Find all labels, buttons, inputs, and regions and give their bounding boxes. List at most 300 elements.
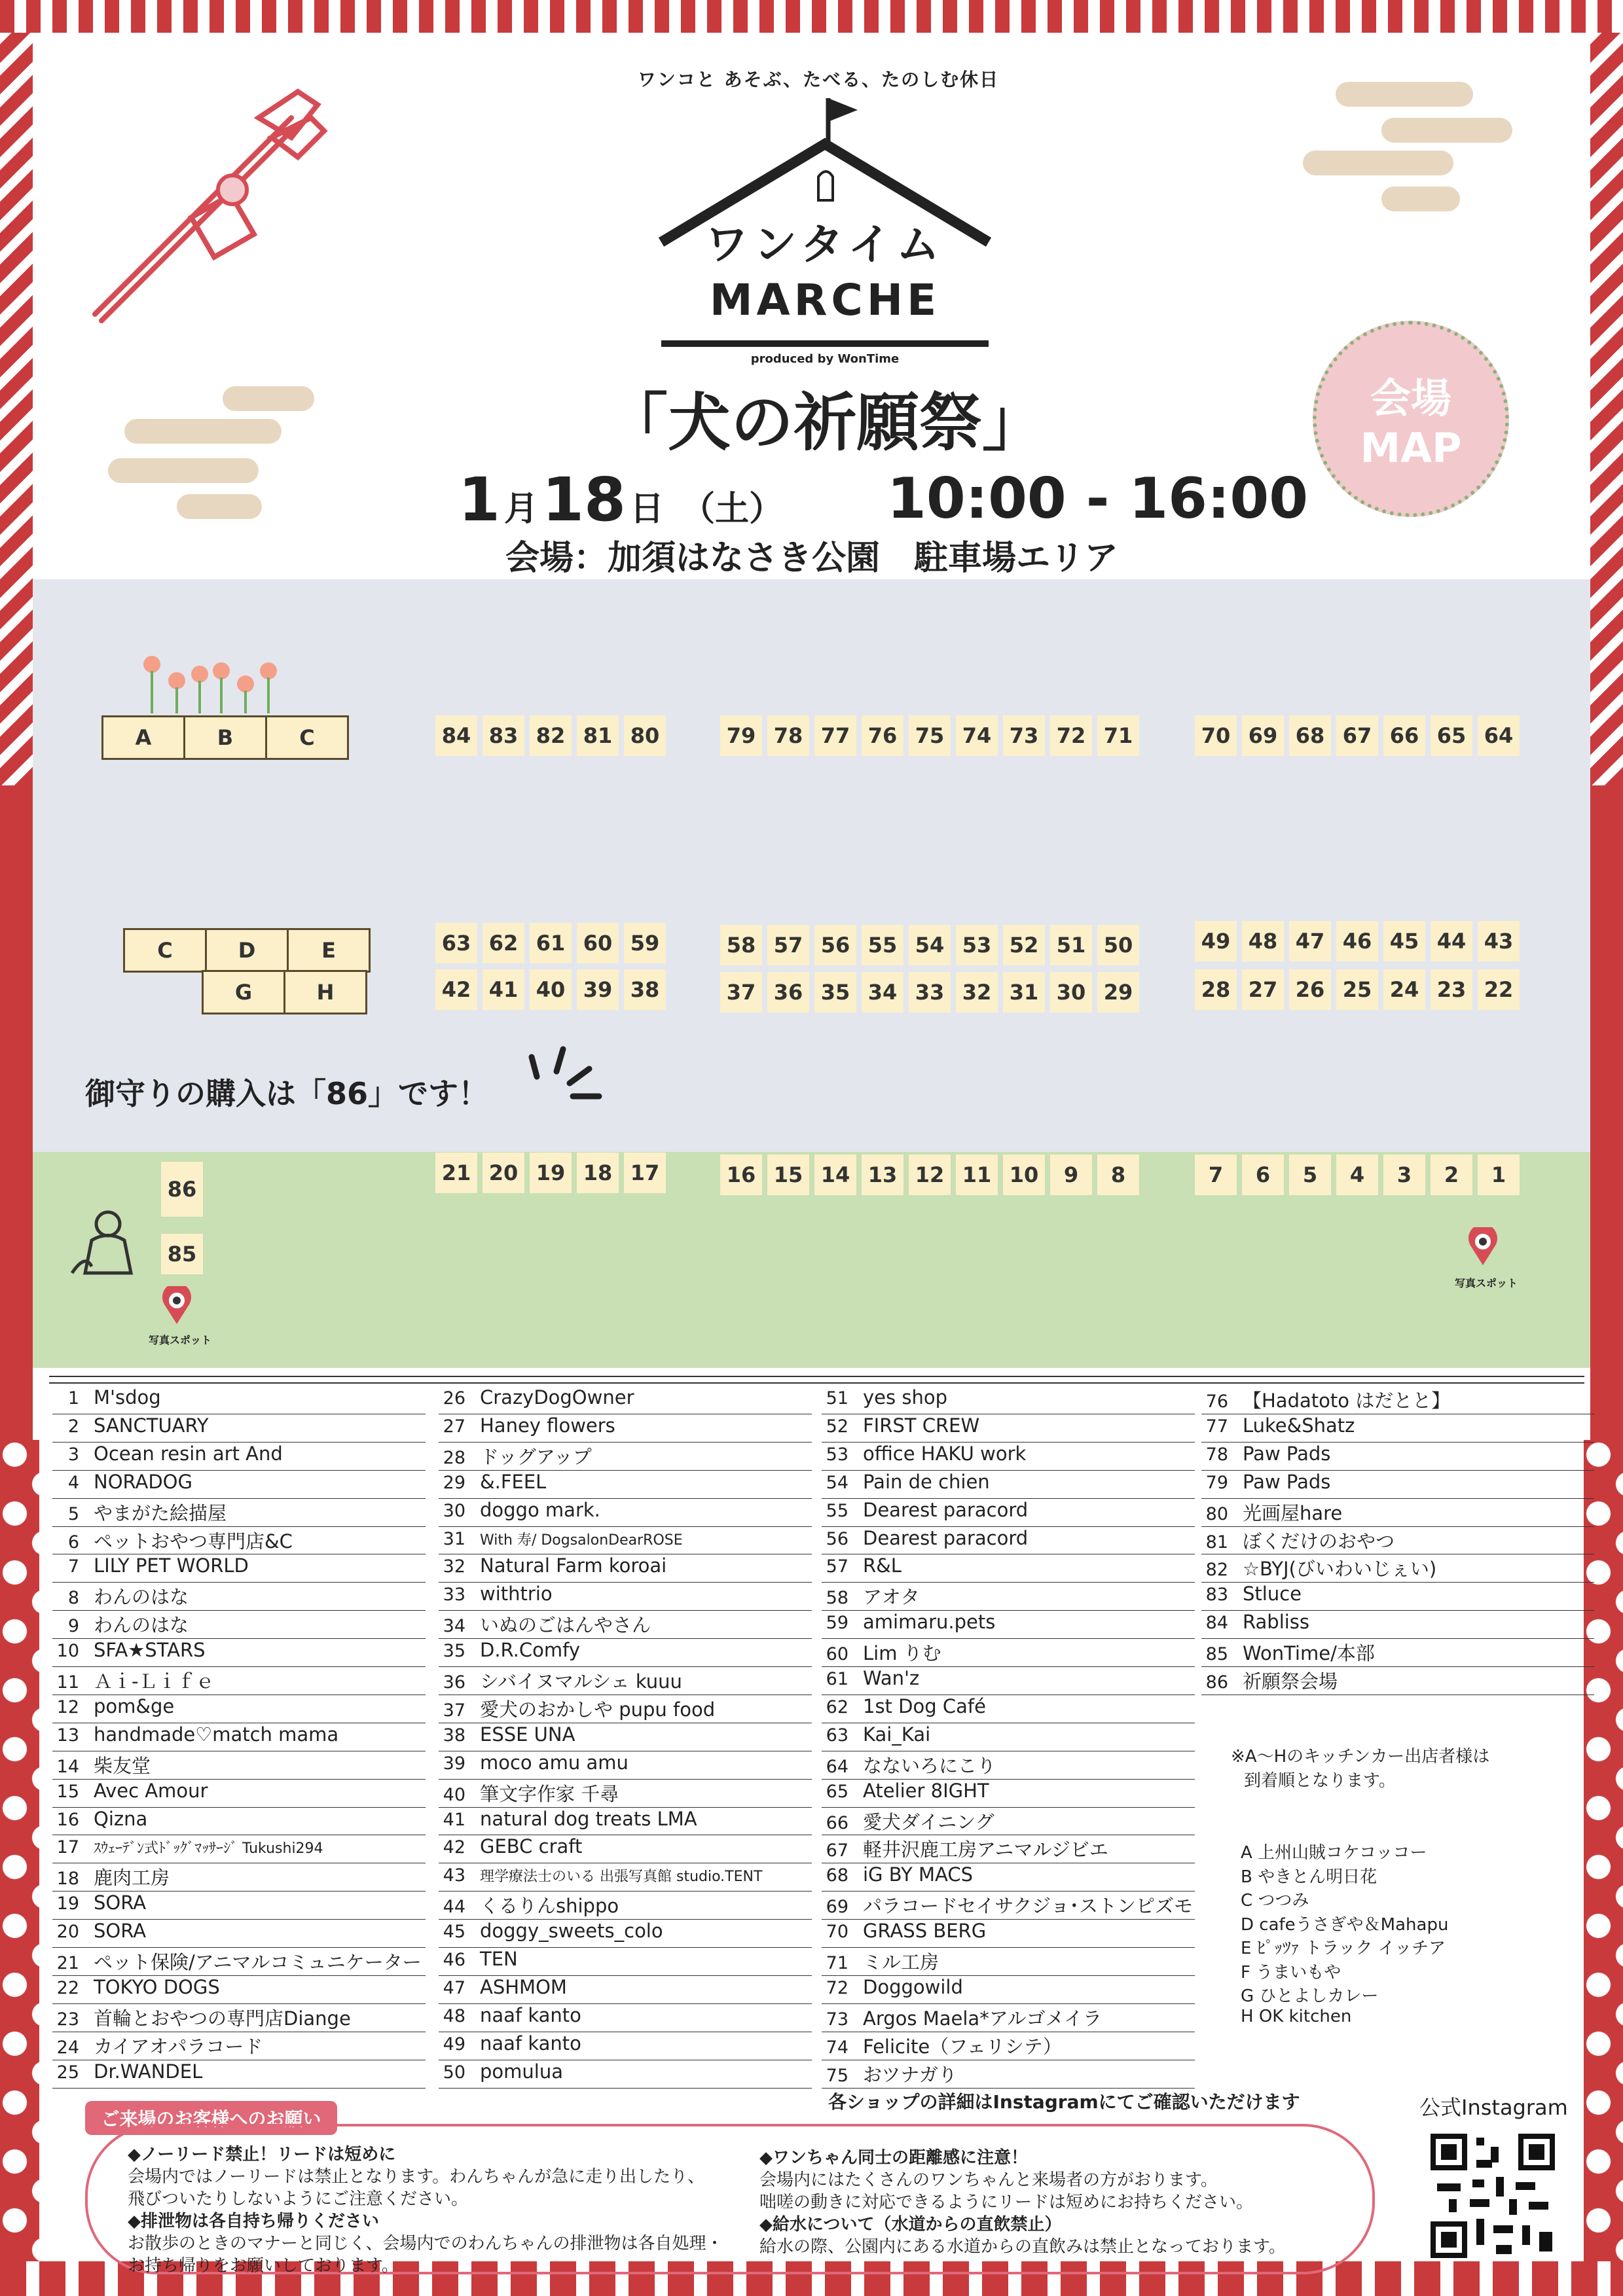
stall-24[interactable]: 24 [1383,969,1425,1010]
shop-name: カイアオパラコード [94,2035,263,2058]
shop-name: Stluce [1243,1583,1302,1605]
shop-row-39 [429,1751,629,1774]
shop-row-37 [429,1695,715,1722]
stall-15[interactable]: 15 [767,1155,809,1195]
stall-86[interactable]: 86 [161,1162,203,1217]
stall-76[interactable]: 76 [862,715,903,756]
shop-row-60 [812,1639,941,1666]
details-note: 各ショップの詳細はInstagramにてご確認いただけます [828,2091,1300,2113]
stall-5[interactable]: 5 [1289,1155,1331,1195]
badge-line1: 会場 [1370,374,1451,422]
notice-right [759,2147,1286,2258]
kitchen-stall-H[interactable]: H [283,970,367,1014]
shop-number: 63 [826,1725,848,1746]
stall-71[interactable]: 71 [1097,715,1139,756]
shop-row-82 [1192,1554,1436,1581]
shop-name: 軽井沢鹿工房アニマルジビエ [863,1839,1108,1861]
shop-row-35 [429,1639,580,1661]
shop-number: 44 [443,1897,465,1918]
logo-main: ワンタイム [704,219,945,270]
shop-number: 26 [443,1388,465,1408]
shop-row-75 [812,2060,957,2087]
shop-row-71 [812,1948,939,1975]
kitchen-stall-G[interactable]: G [202,970,285,1014]
stall-35[interactable]: 35 [814,972,856,1013]
stall-80[interactable]: 80 [624,715,666,756]
shop-row-16 [43,1808,147,1830]
shop-name: 【Hadatoto はだとと】 [1243,1390,1451,1412]
shop-row-65 [812,1780,989,1802]
shop-number: 42 [443,1837,465,1858]
stall-40[interactable]: 40 [530,969,572,1010]
stall-50[interactable]: 50 [1097,925,1139,965]
stall-82[interactable]: 82 [530,715,572,756]
kitchen-stall-C[interactable]: C [265,715,349,760]
shop-name: Ａｉ-Ｌｉｆｅ [94,1670,215,1693]
kitchen-stall-E[interactable]: E [287,928,371,973]
stall-33[interactable]: 33 [909,972,951,1013]
stall-30[interactable]: 30 [1050,972,1092,1013]
stall-41[interactable]: 41 [483,969,524,1010]
stall-18[interactable]: 18 [577,1153,619,1193]
shop-number: 81 [1205,1532,1228,1552]
stall-12[interactable]: 12 [909,1155,951,1195]
shop-number: 68 [826,1865,848,1886]
shop-row-70 [812,1920,986,1942]
shop-row-49 [429,2032,581,2054]
shop-row-52 [812,1414,979,1437]
shop-row-56 [812,1527,1028,1549]
stall-57[interactable]: 57 [767,925,809,965]
shop-row-19 [43,1892,146,1914]
shop-row-79 [1192,1471,1330,1493]
shop-number: 50 [443,2062,465,2083]
shop-number: 32 [443,1556,465,1577]
stall-39[interactable]: 39 [577,969,619,1010]
shop-name: WonTime/本部 [1243,1642,1375,1665]
stall-34[interactable]: 34 [862,972,903,1013]
shop-name: 首輪とおやつの専門店Diange [94,2007,351,2030]
shop-number: 76 [1205,1391,1228,1412]
stall-1[interactable]: 1 [1478,1155,1520,1195]
shop-number: 15 [56,1781,79,1802]
shop-number: 14 [56,1756,79,1777]
shop-name: With 寿/ DogsalonDearROSE [480,1532,683,1549]
shop-name: GEBC craft [480,1835,583,1858]
shop-name: パラコードセイサクジョ･ストンピズモ [863,1895,1194,1918]
stall-13[interactable]: 13 [862,1155,903,1195]
shop-row-50 [429,2060,563,2083]
shop-row-44 [429,1892,619,1918]
shop-name: ぼくだけのおやつ [1243,1530,1395,1552]
shop-row-32 [429,1554,666,1577]
stall-58[interactable]: 58 [720,925,762,965]
stall-81[interactable]: 81 [577,715,619,756]
shop-name: Haney flowers [480,1414,615,1437]
stall-21[interactable]: 21 [435,1153,477,1193]
cloud-decoration [223,386,314,411]
shop-name: withtrio [480,1583,553,1605]
shop-row-62 [812,1695,986,1717]
stall-68[interactable]: 68 [1289,715,1331,756]
shop-row-30 [429,1499,600,1521]
stall-31[interactable]: 31 [1003,972,1045,1013]
kitchen-car-G: G ひとよしカレー [1241,1986,1379,2006]
stall-44[interactable]: 44 [1431,921,1472,961]
shop-number: 18 [56,1869,79,1890]
shop-row-69 [812,1892,1193,1918]
stall-85[interactable]: 85 [161,1234,203,1274]
shop-row-53 [812,1443,1026,1465]
shop-name: pom&ge [94,1695,175,1717]
shop-row-1 [43,1386,161,1408]
shop-number: 36 [443,1672,465,1693]
shop-row-4 [43,1471,192,1493]
omamori-note: 御守りの購入は「86」です！ [85,1076,489,1111]
flower-decoration-icon [137,648,288,713]
stall-28[interactable]: 28 [1195,969,1237,1010]
shop-name: ｽｳｪｰﾃﾞﾝ式ﾄﾞｯｸﾞﾏｯｻｰｼﾞ Tukushi294 [94,1840,323,1857]
shop-name: M'sdog [94,1386,161,1408]
shop-row-73 [812,2004,1102,2031]
shop-name: ESSE UNA [480,1723,575,1746]
notice-left-t2b: お持ち帰りをお願いしております。 [128,2256,399,2276]
shop-row-63 [812,1723,930,1746]
shop-name: TEN [480,1948,518,1970]
stall-42[interactable]: 42 [435,969,477,1010]
shop-name: yes shop [863,1386,947,1408]
shop-name: SFA★STARS [94,1639,206,1662]
date-day: 18 [542,465,627,535]
stall-23[interactable]: 23 [1431,969,1472,1010]
stall-60[interactable]: 60 [577,923,619,963]
stall-51[interactable]: 51 [1050,925,1092,965]
shop-name: Avec Amour [94,1779,208,1802]
shop-number: 73 [826,2009,848,2030]
kitchen-note-2: 到着順となります。 [1244,1771,1396,1791]
shop-row-8 [43,1583,189,1609]
shop-number: 46 [443,1950,465,1970]
stall-77[interactable]: 77 [814,715,856,756]
shop-name: Wan'z [863,1667,920,1689]
stall-64[interactable]: 64 [1478,715,1520,756]
venue-map-badge [1313,321,1509,517]
stall-83[interactable]: 83 [483,715,524,756]
shop-number: 29 [443,1472,465,1493]
shop-name: おツナガり [863,2063,957,2086]
stall-59[interactable]: 59 [624,923,666,963]
photo-spot-label-right: 写真スポット [1454,1277,1518,1289]
shop-number: 52 [826,1416,848,1437]
stall-8[interactable]: 8 [1097,1155,1139,1195]
stall-55[interactable]: 55 [862,925,903,965]
shop-number: 66 [826,1812,848,1833]
row-divider [439,2088,812,2089]
shop-number: 19 [56,1893,79,1914]
shop-name: SANCTUARY [94,1414,209,1437]
stall-65[interactable]: 65 [1431,715,1472,756]
stall-45[interactable]: 45 [1383,921,1425,961]
shop-name: ミル工房 [863,1951,939,1973]
shop-number: 9 [67,1616,79,1637]
kitchen-stall-C[interactable]: C [123,928,207,973]
shop-row-41 [429,1808,697,1830]
shop-number: 3 [67,1444,79,1465]
stall-22[interactable]: 22 [1478,969,1520,1010]
stall-79[interactable]: 79 [720,715,762,756]
shop-number: 45 [443,1922,465,1943]
shop-row-58 [812,1583,920,1609]
stall-6[interactable]: 6 [1242,1155,1284,1195]
shop-row-54 [812,1471,990,1493]
stall-74[interactable]: 74 [956,715,998,756]
shop-name: Kai_Kai [863,1723,931,1746]
stall-69[interactable]: 69 [1242,715,1284,756]
shop-name: やまがた絵描屋 [94,1501,227,1524]
stall-27[interactable]: 27 [1242,969,1284,1010]
shop-row-20 [43,1920,146,1942]
stall-61[interactable]: 61 [530,923,572,963]
shop-name: moco amu amu [480,1751,629,1774]
shop-number: 62 [826,1696,848,1717]
shop-name: わんのはな [94,1586,189,1609]
event-time: 10:00 - 16:00 [887,466,1309,531]
kitchen-car-A: A 上州山賊コケコッコー [1241,1843,1427,1863]
shop-row-74 [812,2032,1062,2059]
stall-78[interactable]: 78 [767,715,809,756]
shop-row-85 [1192,1639,1375,1666]
stall-19[interactable]: 19 [530,1153,572,1193]
shop-row-80 [1192,1499,1342,1526]
kitchen-car-C: C つつみ [1241,1891,1309,1910]
shop-name: ドッグアップ [480,1445,592,1468]
date-month: 1 [458,465,501,535]
shop-name: 1st Dog Café [863,1695,986,1717]
shop-name: 祈願祭会場 [1243,1670,1338,1693]
shop-name: Dearest paracord [863,1498,1029,1521]
kitchen-car-H: H OK kitchen [1241,2006,1352,2026]
list-top-rule [49,1376,1584,1377]
shop-number: 13 [56,1725,79,1746]
stall-63[interactable]: 63 [435,923,477,963]
shop-row-61 [812,1667,919,1689]
shop-name: 柴友堂 [94,1754,151,1777]
shop-row-29 [429,1471,546,1493]
shop-number: 71 [826,1953,848,1973]
stall-25[interactable]: 25 [1336,969,1378,1010]
shop-name: pomulua [480,2060,563,2083]
stall-17[interactable]: 17 [624,1153,666,1193]
stall-4[interactable]: 4 [1336,1155,1378,1195]
shop-number: 21 [56,1953,79,1973]
shop-row-15 [43,1780,208,1802]
stall-37[interactable]: 37 [720,972,762,1013]
stall-62[interactable]: 62 [483,923,524,963]
shop-number: 67 [826,1840,848,1861]
stall-26[interactable]: 26 [1289,969,1331,1010]
kitchen-stall-D[interactable]: D [205,928,289,973]
shop-row-59 [812,1611,995,1633]
shop-number: 35 [443,1641,465,1662]
shop-number: 61 [826,1669,848,1689]
stall-11[interactable]: 11 [956,1155,998,1195]
shop-number: 78 [1205,1444,1228,1465]
kitchen-car-F: F うまいもや [1241,1962,1341,1982]
shop-number: 47 [443,1977,465,1998]
shop-number: 82 [1205,1560,1228,1581]
stall-49[interactable]: 49 [1195,921,1237,961]
stall-67[interactable]: 67 [1336,715,1378,756]
notice-left-h2: ◆排泄物は各自持ち帰りください [128,2212,379,2231]
shop-name: Lim りむ [863,1642,941,1665]
shop-name: 鹿肉工房 [94,1867,170,1890]
kitchen-car-B: B やきとん明日花 [1241,1867,1377,1887]
stall-48[interactable]: 48 [1242,921,1284,961]
shop-name: natural dog treats LMA [480,1807,697,1830]
shop-number: 84 [1205,1613,1228,1634]
stall-14[interactable]: 14 [814,1155,856,1195]
shop-name: SORA [94,1920,147,1943]
shop-number: 60 [826,1644,848,1665]
shop-number: 57 [826,1556,848,1577]
stall-72[interactable]: 72 [1050,715,1092,756]
notice-left [128,2144,723,2277]
stall-38[interactable]: 38 [624,969,666,1010]
stall-43[interactable]: 43 [1478,921,1520,961]
instagram-qr-code[interactable] [1431,2134,1555,2258]
shop-row-83 [1192,1583,1302,1605]
stall-66[interactable]: 66 [1383,715,1425,756]
shop-row-36 [429,1667,682,1694]
event-title: 「犬の祈願祭」 [605,386,1045,459]
stall-52[interactable]: 52 [1003,925,1045,965]
badge-line2: MAP [1360,424,1462,472]
shop-row-34 [429,1611,651,1638]
shop-number: 58 [826,1588,848,1609]
shop-number: 8 [67,1588,79,1609]
shop-name: シバイヌマルシェ kuuu [480,1670,682,1693]
stall-32[interactable]: 32 [956,972,998,1013]
shop-number: 55 [826,1500,848,1521]
shop-number: 24 [56,2037,79,2058]
shop-name: 筆文字作家 千尋 [480,1782,619,1805]
stall-47[interactable]: 47 [1289,921,1331,961]
shop-row-55 [812,1499,1028,1521]
shop-row-47 [429,1976,567,1998]
stall-36[interactable]: 36 [767,972,809,1013]
shop-row-72 [812,1976,963,1998]
stall-3[interactable]: 3 [1383,1155,1425,1195]
stall-16[interactable]: 16 [720,1155,762,1195]
stall-7[interactable]: 7 [1195,1155,1237,1195]
left-bottom-pattern [0,1440,39,2296]
shop-name: D.R.Comfy [480,1639,580,1662]
stall-10[interactable]: 10 [1003,1155,1045,1195]
shop-row-10 [43,1639,206,1661]
shop-number: 56 [826,1528,848,1549]
shop-number: 5 [67,1503,79,1524]
shop-number: 79 [1205,1472,1228,1493]
shop-number: 85 [1205,1644,1228,1665]
date-weekday: （土） [681,490,784,529]
shop-row-51 [812,1386,947,1408]
stall-70[interactable]: 70 [1195,715,1237,756]
stall-54[interactable]: 54 [909,925,951,965]
shop-number: 48 [443,2005,465,2026]
shop-row-33 [429,1583,553,1605]
stall-56[interactable]: 56 [814,925,856,965]
shop-row-9 [43,1611,189,1638]
shop-number: 72 [826,1977,848,1998]
stall-84[interactable]: 84 [435,715,477,756]
shop-name: CrazyDogOwner [480,1386,634,1408]
shop-row-67 [812,1835,1108,1862]
stall-9[interactable]: 9 [1050,1155,1092,1195]
shop-row-40 [429,1780,619,1806]
shop-name: SORA [94,1892,147,1914]
shop-number: 86 [1205,1672,1228,1693]
stall-73[interactable]: 73 [1003,715,1045,756]
stall-29[interactable]: 29 [1097,972,1139,1013]
shop-number: 1 [67,1388,79,1408]
stall-75[interactable]: 75 [909,715,951,756]
shop-row-2 [43,1414,209,1437]
shop-row-6 [43,1527,293,1554]
shop-name: ペット保険/アニマルコミュニケーター [94,1951,422,1973]
notice-right-t1a: 会場内にはたくさんのワンちゃんと来場者の方がおります。 [759,2170,1218,2190]
date-day-unit: 日 [630,490,665,529]
shop-number: 6 [67,1532,79,1552]
shop-number: 11 [56,1672,79,1693]
shop-name: GRASS BERG [863,1920,987,1943]
stall-2[interactable]: 2 [1431,1155,1472,1195]
shop-row-3 [43,1443,283,1465]
shop-name: Dearest paracord [863,1526,1029,1549]
shop-name: Pain de chien [863,1470,990,1493]
shrine-priest-icon [62,1201,147,1280]
venue: 会場：加須はなさき公園 駐車場エリア [505,539,1118,578]
shop-row-46 [429,1948,518,1970]
shop-number: 28 [443,1447,465,1468]
shop-number: 27 [443,1416,465,1437]
shop-name: Paw Pads [1243,1442,1331,1465]
shop-row-17 [43,1835,323,1857]
shop-row-25 [43,2060,202,2083]
kitchen-stall-A[interactable]: A [101,715,185,760]
shop-row-86 [1192,1667,1338,1694]
stall-20[interactable]: 20 [483,1153,524,1193]
shop-row-31 [429,1527,683,1549]
stall-53[interactable]: 53 [956,925,998,965]
notice-right-h2: ◆給水について（水道からの直飲禁止） [759,2215,1062,2234]
kitchen-stall-B[interactable]: B [183,715,267,760]
shop-name: アオタ [863,1586,920,1609]
shop-row-78 [1192,1443,1330,1465]
shop-name: Felicite（フェリシテ） [863,2035,1062,2058]
notice-left-t1b: 飛びついたりしないようにご注意ください。 [128,2189,469,2209]
shop-number: 22 [56,1977,79,1998]
shop-row-76 [1192,1386,1450,1413]
shop-name: ペットおやつ専門店&C [94,1530,293,1552]
shop-number: 39 [443,1753,465,1774]
shop-number: 30 [443,1500,465,1521]
tagline: ワンコと あそぶ、たべる、たのしむ休日 [637,69,1000,90]
shop-number: 75 [826,2065,848,2086]
shop-name: doggo mark. [480,1498,600,1521]
shop-row-64 [812,1751,996,1778]
notice-right-h1: ◆ワンちゃん同士の距離感に注意！ [759,2148,1028,2168]
stall-46[interactable]: 46 [1336,921,1378,961]
